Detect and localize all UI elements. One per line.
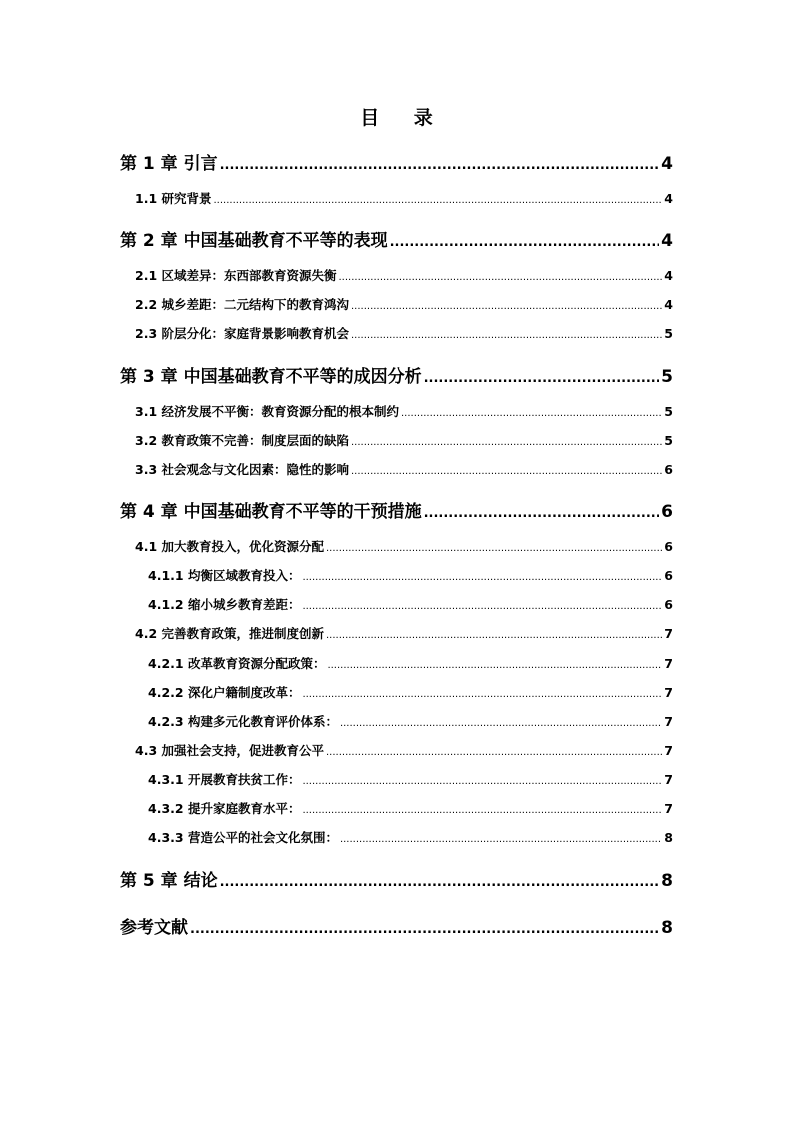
toc-page: 7: [664, 626, 673, 641]
toc-leader: [424, 371, 660, 386]
toc-leader: [424, 506, 660, 521]
toc-subsection-4-3-2[interactable]: [148, 799, 673, 817]
toc-page: 5: [664, 433, 673, 448]
toc-leader: [302, 805, 662, 816]
toc-label: 4.3.3 营造公平的社会文化氛围：: [148, 830, 338, 845]
toc-label: 第 3 章 中国基础教育不平等的成因分析: [120, 367, 422, 387]
toc-page: 8: [664, 830, 673, 845]
toc-page: 4: [664, 268, 673, 283]
toc-page: 5: [664, 404, 673, 419]
toc-chapter-1[interactable]: [120, 149, 673, 174]
toc-page: 6: [664, 568, 673, 583]
toc-label: 4.1 加大教育投入，优化资源分配: [135, 539, 324, 554]
toc-leader: [220, 158, 660, 173]
toc-leader: [327, 660, 662, 671]
toc-subsection-4-1-2[interactable]: [148, 595, 673, 613]
toc-subsection-4-1-1[interactable]: [148, 566, 673, 584]
toc-section-1-1[interactable]: [135, 189, 673, 207]
toc-page: 7: [664, 656, 673, 671]
toc-section-2-3[interactable]: [135, 324, 673, 342]
toc-leader: [214, 195, 663, 206]
toc-page: 6: [664, 462, 673, 477]
toc-label: 参考文献: [120, 918, 188, 938]
toc-section-2-1[interactable]: [135, 266, 673, 284]
toc-page: 6: [664, 539, 673, 554]
toc-leader: [351, 466, 662, 477]
toc-leader: [340, 834, 662, 845]
toc-page: 4: [664, 297, 673, 312]
toc-subsection-4-3-3[interactable]: [148, 828, 673, 846]
toc-label: 第 4 章 中国基础教育不平等的干预措施: [120, 502, 422, 522]
toc-subsection-4-3-1[interactable]: [148, 770, 673, 788]
toc-leader: [326, 747, 662, 758]
toc-label: 4.1.2 缩小城乡教育差距：: [148, 597, 301, 612]
toc-page: 4: [661, 154, 673, 174]
toc-label: 4.2.3 构建多元化教育评价体系：: [148, 714, 338, 729]
toc-label: 3.2 教育政策不完善：制度层面的缺陷: [135, 433, 349, 448]
toc-leader: [401, 408, 662, 419]
toc-page: 5: [661, 367, 673, 387]
toc-page: 7: [664, 714, 673, 729]
toc-section-4-3[interactable]: [135, 741, 673, 759]
toc-page: 7: [664, 685, 673, 700]
toc-label: 第 5 章 结论: [120, 871, 218, 891]
toc-section-3-2[interactable]: [135, 431, 673, 449]
toc-chapter-5[interactable]: [120, 866, 673, 891]
toc-page: 5: [664, 326, 673, 341]
toc-page: 4: [661, 231, 673, 251]
toc-chapter-4[interactable]: [120, 497, 673, 522]
toc-subsection-4-2-3[interactable]: [148, 712, 673, 730]
toc-page: 7: [664, 743, 673, 758]
toc-leader: [220, 875, 660, 890]
toc-page: 8: [661, 871, 673, 891]
toc-page: 8: [661, 918, 673, 938]
toc-label: 4.2.2 深化户籍制度改革：: [148, 685, 301, 700]
toc-leader: [339, 272, 663, 283]
toc-leader: [326, 543, 662, 554]
toc-label: 3.3 社会观念与文化因素：隐性的影响: [135, 462, 349, 477]
toc-leader: [390, 235, 660, 250]
toc-page: 6: [661, 502, 673, 522]
toc-chapter-3[interactable]: [120, 362, 673, 387]
toc-subsection-4-2-2[interactable]: [148, 683, 673, 701]
toc-leader: [351, 330, 662, 341]
toc-leader: [302, 572, 662, 583]
toc-label: 4.3.2 提升家庭教育水平：: [148, 801, 301, 816]
toc-label: 第 1 章 引言: [120, 154, 218, 174]
toc-leader: [351, 437, 662, 448]
toc-leader: [340, 718, 662, 729]
toc-label: 2.1 区域差异：东西部教育资源失衡: [135, 268, 337, 283]
toc-label: 第 2 章 中国基础教育不平等的表现: [120, 231, 388, 251]
toc-label: 1.1 研究背景: [135, 191, 212, 206]
toc-section-2-2[interactable]: [135, 295, 673, 313]
toc-section-4-2[interactable]: [135, 624, 673, 642]
toc-subsection-4-2-1[interactable]: [148, 654, 673, 672]
toc-leader: [190, 922, 659, 937]
toc-leader: [326, 630, 662, 641]
toc-references[interactable]: [120, 913, 673, 938]
toc-page: 4: [664, 191, 673, 206]
toc-label: 4.2 完善教育政策，推进制度创新: [135, 626, 324, 641]
toc-section-4-1[interactable]: [135, 537, 673, 555]
toc-leader: [302, 689, 662, 700]
toc-page: 7: [664, 772, 673, 787]
toc-leader: [302, 601, 662, 612]
toc-label: 2.2 城乡差距：二元结构下的教育鸿沟: [135, 297, 349, 312]
toc-section-3-1[interactable]: [135, 402, 673, 420]
toc-label: 4.3.1 开展教育扶贫工作：: [148, 772, 301, 787]
toc-label: 2.3 阶层分化：家庭背景影响教育机会: [135, 326, 349, 341]
toc-label: 4.1.1 均衡区域教育投入：: [148, 568, 301, 583]
toc-leader: [302, 776, 662, 787]
toc-label: 4.3 加强社会支持，促进教育公平: [135, 743, 324, 758]
toc-label: 4.2.1 改革教育资源分配政策：: [148, 656, 326, 671]
toc-leader: [351, 301, 662, 312]
toc-section-3-3[interactable]: [135, 460, 673, 478]
toc-label: 3.1 经济发展不平衡：教育资源分配的根本制约: [135, 404, 399, 419]
page-title: 目 录: [360, 107, 447, 129]
toc-page: 7: [664, 801, 673, 816]
toc-chapter-2[interactable]: [120, 226, 673, 251]
toc-page: 6: [664, 597, 673, 612]
